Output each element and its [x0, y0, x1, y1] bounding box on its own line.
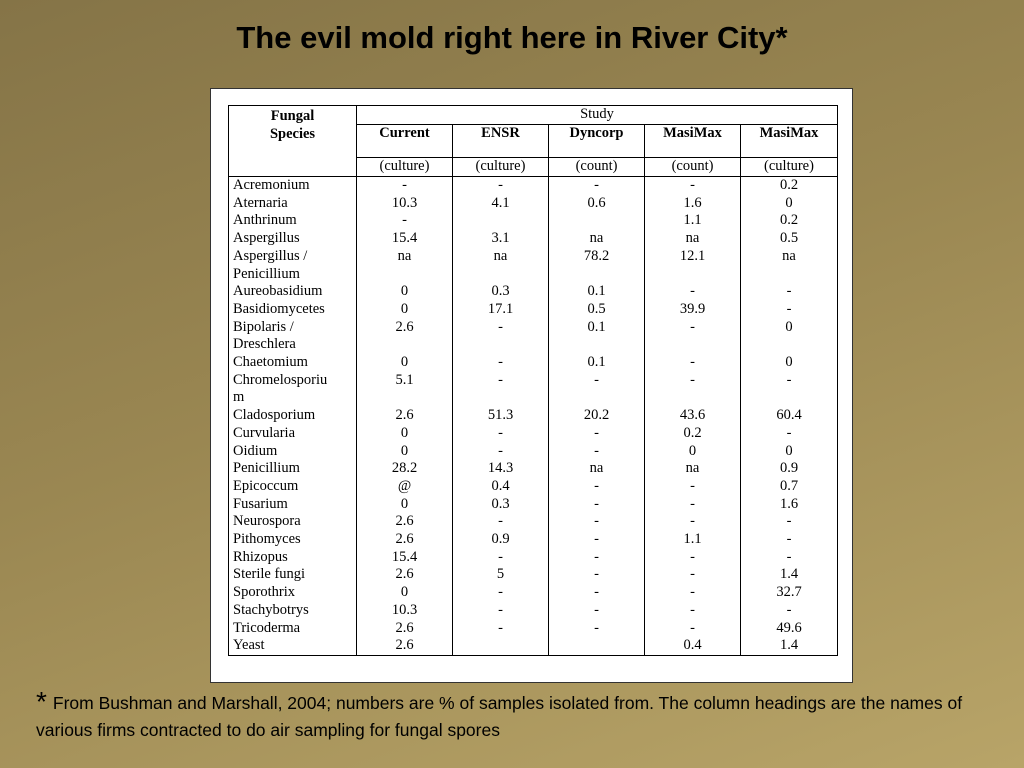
value-cell: 2.6: [357, 566, 453, 584]
value-cell: -: [741, 549, 838, 567]
species-name-cell: [229, 443, 357, 461]
value-cell: 0.5: [549, 301, 645, 319]
value-cell: 0: [357, 301, 453, 319]
column-header-method: (count): [549, 158, 645, 177]
species-name-line: Basidiomycetes: [233, 300, 325, 317]
value-cell: 32.7: [741, 584, 838, 602]
value-cell: -: [645, 620, 741, 638]
value-cell: 28.2: [357, 460, 453, 478]
column-header-name: ENSR: [453, 125, 549, 158]
value-cell: -: [645, 372, 741, 407]
column-header-method: (count): [645, 158, 741, 177]
value-cell: -: [453, 425, 549, 443]
value-cell: 0.9: [453, 531, 549, 549]
species-name-line: Chromelosporiu: [233, 371, 328, 388]
value-cell: -: [549, 496, 645, 514]
value-cell: -: [549, 177, 645, 195]
value-cell: 10.3: [357, 602, 453, 620]
column-header-name: Dyncorp: [549, 125, 645, 158]
value-cell: -: [453, 513, 549, 531]
value-cell: na: [549, 460, 645, 478]
species-name-line: Fusarium: [233, 495, 288, 512]
value-cell: 0.6: [549, 195, 645, 213]
value-cell: 0.1: [549, 319, 645, 354]
value-cell: na: [453, 248, 549, 283]
species-name-cell: [229, 478, 357, 496]
value-cell: -: [453, 177, 549, 195]
value-cell: 0.3: [453, 283, 549, 301]
table-row: [229, 620, 838, 638]
table-row: [229, 301, 838, 319]
table-row: [229, 637, 838, 655]
species-name-line: Aternaria: [233, 194, 288, 211]
title-footnote-marker: *: [775, 20, 788, 55]
value-cell: 0.5: [741, 230, 838, 248]
table-row: [229, 584, 838, 602]
value-cell: -: [741, 425, 838, 443]
value-cell: @: [357, 478, 453, 496]
value-cell: 0.1: [549, 283, 645, 301]
value-cell: -: [453, 549, 549, 567]
value-cell: -: [645, 566, 741, 584]
value-cell: 0.4: [645, 637, 741, 655]
table-row: [229, 372, 838, 407]
table-row: [229, 513, 838, 531]
species-name-line: Neurospora: [233, 513, 301, 530]
table-row: [229, 478, 838, 496]
species-name-cell: [229, 195, 357, 213]
value-cell: 0: [741, 354, 838, 372]
value-cell: -: [549, 478, 645, 496]
value-cell: 0.1: [549, 354, 645, 372]
value-cell: 0: [357, 283, 453, 301]
value-cell: na: [357, 248, 453, 283]
table-row: [229, 283, 838, 301]
table-row: [229, 425, 838, 443]
value-cell: -: [357, 212, 453, 230]
table-row: [229, 407, 838, 425]
value-cell: 0: [357, 584, 453, 602]
species-name-cell: [229, 425, 357, 443]
value-cell: 2.6: [357, 531, 453, 549]
value-cell: -: [453, 319, 549, 354]
value-cell: -: [645, 177, 741, 195]
species-name-cell: [229, 584, 357, 602]
species-name-line: Anthrinum: [233, 212, 297, 229]
species-name-cell: [229, 566, 357, 584]
column-header-method: (culture): [453, 158, 549, 177]
value-cell: -: [645, 319, 741, 354]
table-row: [229, 354, 838, 372]
species-name-cell: [229, 301, 357, 319]
value-cell: -: [645, 478, 741, 496]
value-cell: 51.3: [453, 407, 549, 425]
species-name-line: Curvularia: [233, 424, 296, 441]
value-cell: 14.3: [453, 460, 549, 478]
value-cell: 0: [741, 319, 838, 354]
value-cell: 0.9: [741, 460, 838, 478]
value-cell: 43.6: [645, 407, 741, 425]
table-row: [229, 319, 838, 354]
species-name-line: Rhizopus: [233, 548, 288, 565]
species-name-line: Stachybotrys: [233, 601, 309, 618]
value-cell: [453, 212, 549, 230]
value-cell: -: [453, 620, 549, 638]
value-cell: -: [741, 602, 838, 620]
species-name-line: Aureobasidium: [233, 283, 323, 300]
value-cell: [549, 637, 645, 655]
header-fungal-species: [229, 106, 357, 177]
species-name-cell: [229, 637, 357, 655]
species-name-line: Sterile fungi: [233, 566, 306, 583]
value-cell: 4.1: [453, 195, 549, 213]
column-header-name: MasiMax: [645, 125, 741, 158]
value-cell: -: [741, 531, 838, 549]
table-row: [229, 549, 838, 567]
value-cell: 0: [645, 443, 741, 461]
table-row: [229, 566, 838, 584]
species-name-line: m: [233, 389, 245, 406]
value-cell: -: [645, 354, 741, 372]
table-row: [229, 460, 838, 478]
value-cell: 0: [741, 443, 838, 461]
species-name-line: Oidium: [233, 442, 278, 459]
value-cell: 1.6: [645, 195, 741, 213]
value-cell: -: [357, 177, 453, 195]
value-cell: 5: [453, 566, 549, 584]
species-name-line: Pithomyces: [233, 531, 301, 548]
value-cell: 0.3: [453, 496, 549, 514]
species-name-cell: [229, 212, 357, 230]
value-cell: 1.4: [741, 566, 838, 584]
value-cell: 0.7: [741, 478, 838, 496]
value-cell: -: [549, 549, 645, 567]
value-cell: -: [549, 513, 645, 531]
species-name-line: Epicoccum: [233, 477, 299, 494]
species-name-cell: [229, 460, 357, 478]
column-header-name: MasiMax: [741, 125, 838, 158]
value-cell: 1.1: [645, 212, 741, 230]
species-name-line: Penicillium: [233, 265, 300, 282]
value-cell: na: [645, 230, 741, 248]
value-cell: 20.2: [549, 407, 645, 425]
species-name-line: Sporothrix: [233, 584, 296, 601]
value-cell: -: [549, 584, 645, 602]
value-cell: 1.4: [741, 637, 838, 655]
value-cell: 0: [357, 354, 453, 372]
species-name-line: Yeast: [233, 637, 265, 654]
value-cell: -: [645, 496, 741, 514]
species-name-line: Aspergillus: [233, 230, 300, 247]
footnote: [36, 688, 996, 744]
value-cell: 12.1: [645, 248, 741, 283]
species-name-line: Dreschlera: [233, 336, 296, 353]
species-name-cell: [229, 319, 357, 354]
table-row: [229, 230, 838, 248]
value-cell: 1.6: [741, 496, 838, 514]
value-cell: -: [741, 513, 838, 531]
species-name-line: Penicillium: [233, 460, 300, 477]
value-cell: 3.1: [453, 230, 549, 248]
value-cell: -: [645, 283, 741, 301]
value-cell: na: [645, 460, 741, 478]
value-cell: 0: [357, 425, 453, 443]
species-name-cell: [229, 531, 357, 549]
value-cell: 0.2: [645, 425, 741, 443]
slide-title-text: The evil mold right here in River City: [236, 20, 776, 55]
value-cell: -: [741, 301, 838, 319]
value-cell: 1.1: [645, 531, 741, 549]
value-cell: 60.4: [741, 407, 838, 425]
species-name-cell: [229, 372, 357, 407]
species-name-cell: [229, 354, 357, 372]
footnote-text: From Bushman and Marshall, 2004; numbers are % of samples isolated from. The column headings are the names of various firms contracted to do air sampling for fungal spores: [36, 693, 963, 740]
table-row: [229, 248, 838, 283]
value-cell: -: [549, 620, 645, 638]
header-fungal-line: Fungal: [270, 108, 315, 124]
table-body: [229, 177, 838, 656]
species-name-cell: [229, 602, 357, 620]
value-cell: -: [453, 584, 549, 602]
value-cell: -: [453, 354, 549, 372]
species-name-cell: [229, 248, 357, 283]
value-cell: 49.6: [741, 620, 838, 638]
table-row: [229, 195, 838, 213]
value-cell: -: [453, 602, 549, 620]
value-cell: 0: [357, 443, 453, 461]
value-cell: [453, 637, 549, 655]
species-name-line: Aspergillus /: [233, 247, 308, 264]
header-study: Study: [357, 106, 838, 125]
species-name-cell: [229, 496, 357, 514]
value-cell: -: [453, 372, 549, 407]
column-header-name: Current: [357, 125, 453, 158]
table-row: [229, 212, 838, 230]
value-cell: 2.6: [357, 407, 453, 425]
table-row: [229, 531, 838, 549]
table-row: [229, 602, 838, 620]
header-species-line: Species: [269, 126, 316, 142]
value-cell: 2.6: [357, 637, 453, 655]
species-name-line: Cladosporium: [233, 407, 316, 424]
value-cell: -: [549, 602, 645, 620]
value-cell: 0.4: [453, 478, 549, 496]
value-cell: -: [645, 513, 741, 531]
value-cell: -: [645, 584, 741, 602]
value-cell: 0.2: [741, 212, 838, 230]
species-name-line: Tricoderma: [233, 619, 301, 636]
value-cell: 0: [357, 496, 453, 514]
column-header-method: (culture): [357, 158, 453, 177]
table-figure: [210, 88, 853, 683]
value-cell: 0.2: [741, 177, 838, 195]
species-name-cell: [229, 230, 357, 248]
species-name-cell: [229, 177, 357, 195]
value-cell: -: [549, 372, 645, 407]
value-cell: 15.4: [357, 230, 453, 248]
table-row: [229, 177, 838, 195]
species-name-cell: [229, 513, 357, 531]
slide-title: [0, 20, 1024, 56]
species-name-cell: [229, 549, 357, 567]
value-cell: 0: [741, 195, 838, 213]
species-name-cell: [229, 407, 357, 425]
species-name-cell: [229, 283, 357, 301]
table-row: [229, 496, 838, 514]
species-name-cell: [229, 620, 357, 638]
value-cell: na: [741, 248, 838, 283]
value-cell: -: [549, 425, 645, 443]
value-cell: -: [453, 443, 549, 461]
value-cell: 15.4: [357, 549, 453, 567]
species-name-line: Chaetomium: [233, 354, 308, 371]
species-name-line: Bipolaris /: [233, 318, 294, 335]
value-cell: 5.1: [357, 372, 453, 407]
value-cell: 2.6: [357, 513, 453, 531]
value-cell: [549, 212, 645, 230]
value-cell: 39.9: [645, 301, 741, 319]
value-cell: -: [645, 549, 741, 567]
value-cell: 2.6: [357, 620, 453, 638]
value-cell: 2.6: [357, 319, 453, 354]
value-cell: 17.1: [453, 301, 549, 319]
column-header-method: (culture): [741, 158, 838, 177]
value-cell: -: [549, 443, 645, 461]
value-cell: -: [741, 372, 838, 407]
value-cell: -: [741, 283, 838, 301]
value-cell: -: [549, 531, 645, 549]
table-row: [229, 443, 838, 461]
value-cell: -: [549, 566, 645, 584]
species-name-line: Acremonium: [233, 177, 310, 193]
value-cell: -: [645, 602, 741, 620]
footnote-marker: *: [36, 686, 47, 717]
value-cell: 10.3: [357, 195, 453, 213]
value-cell: 78.2: [549, 248, 645, 283]
fungal-species-table: [228, 105, 838, 656]
value-cell: na: [549, 230, 645, 248]
